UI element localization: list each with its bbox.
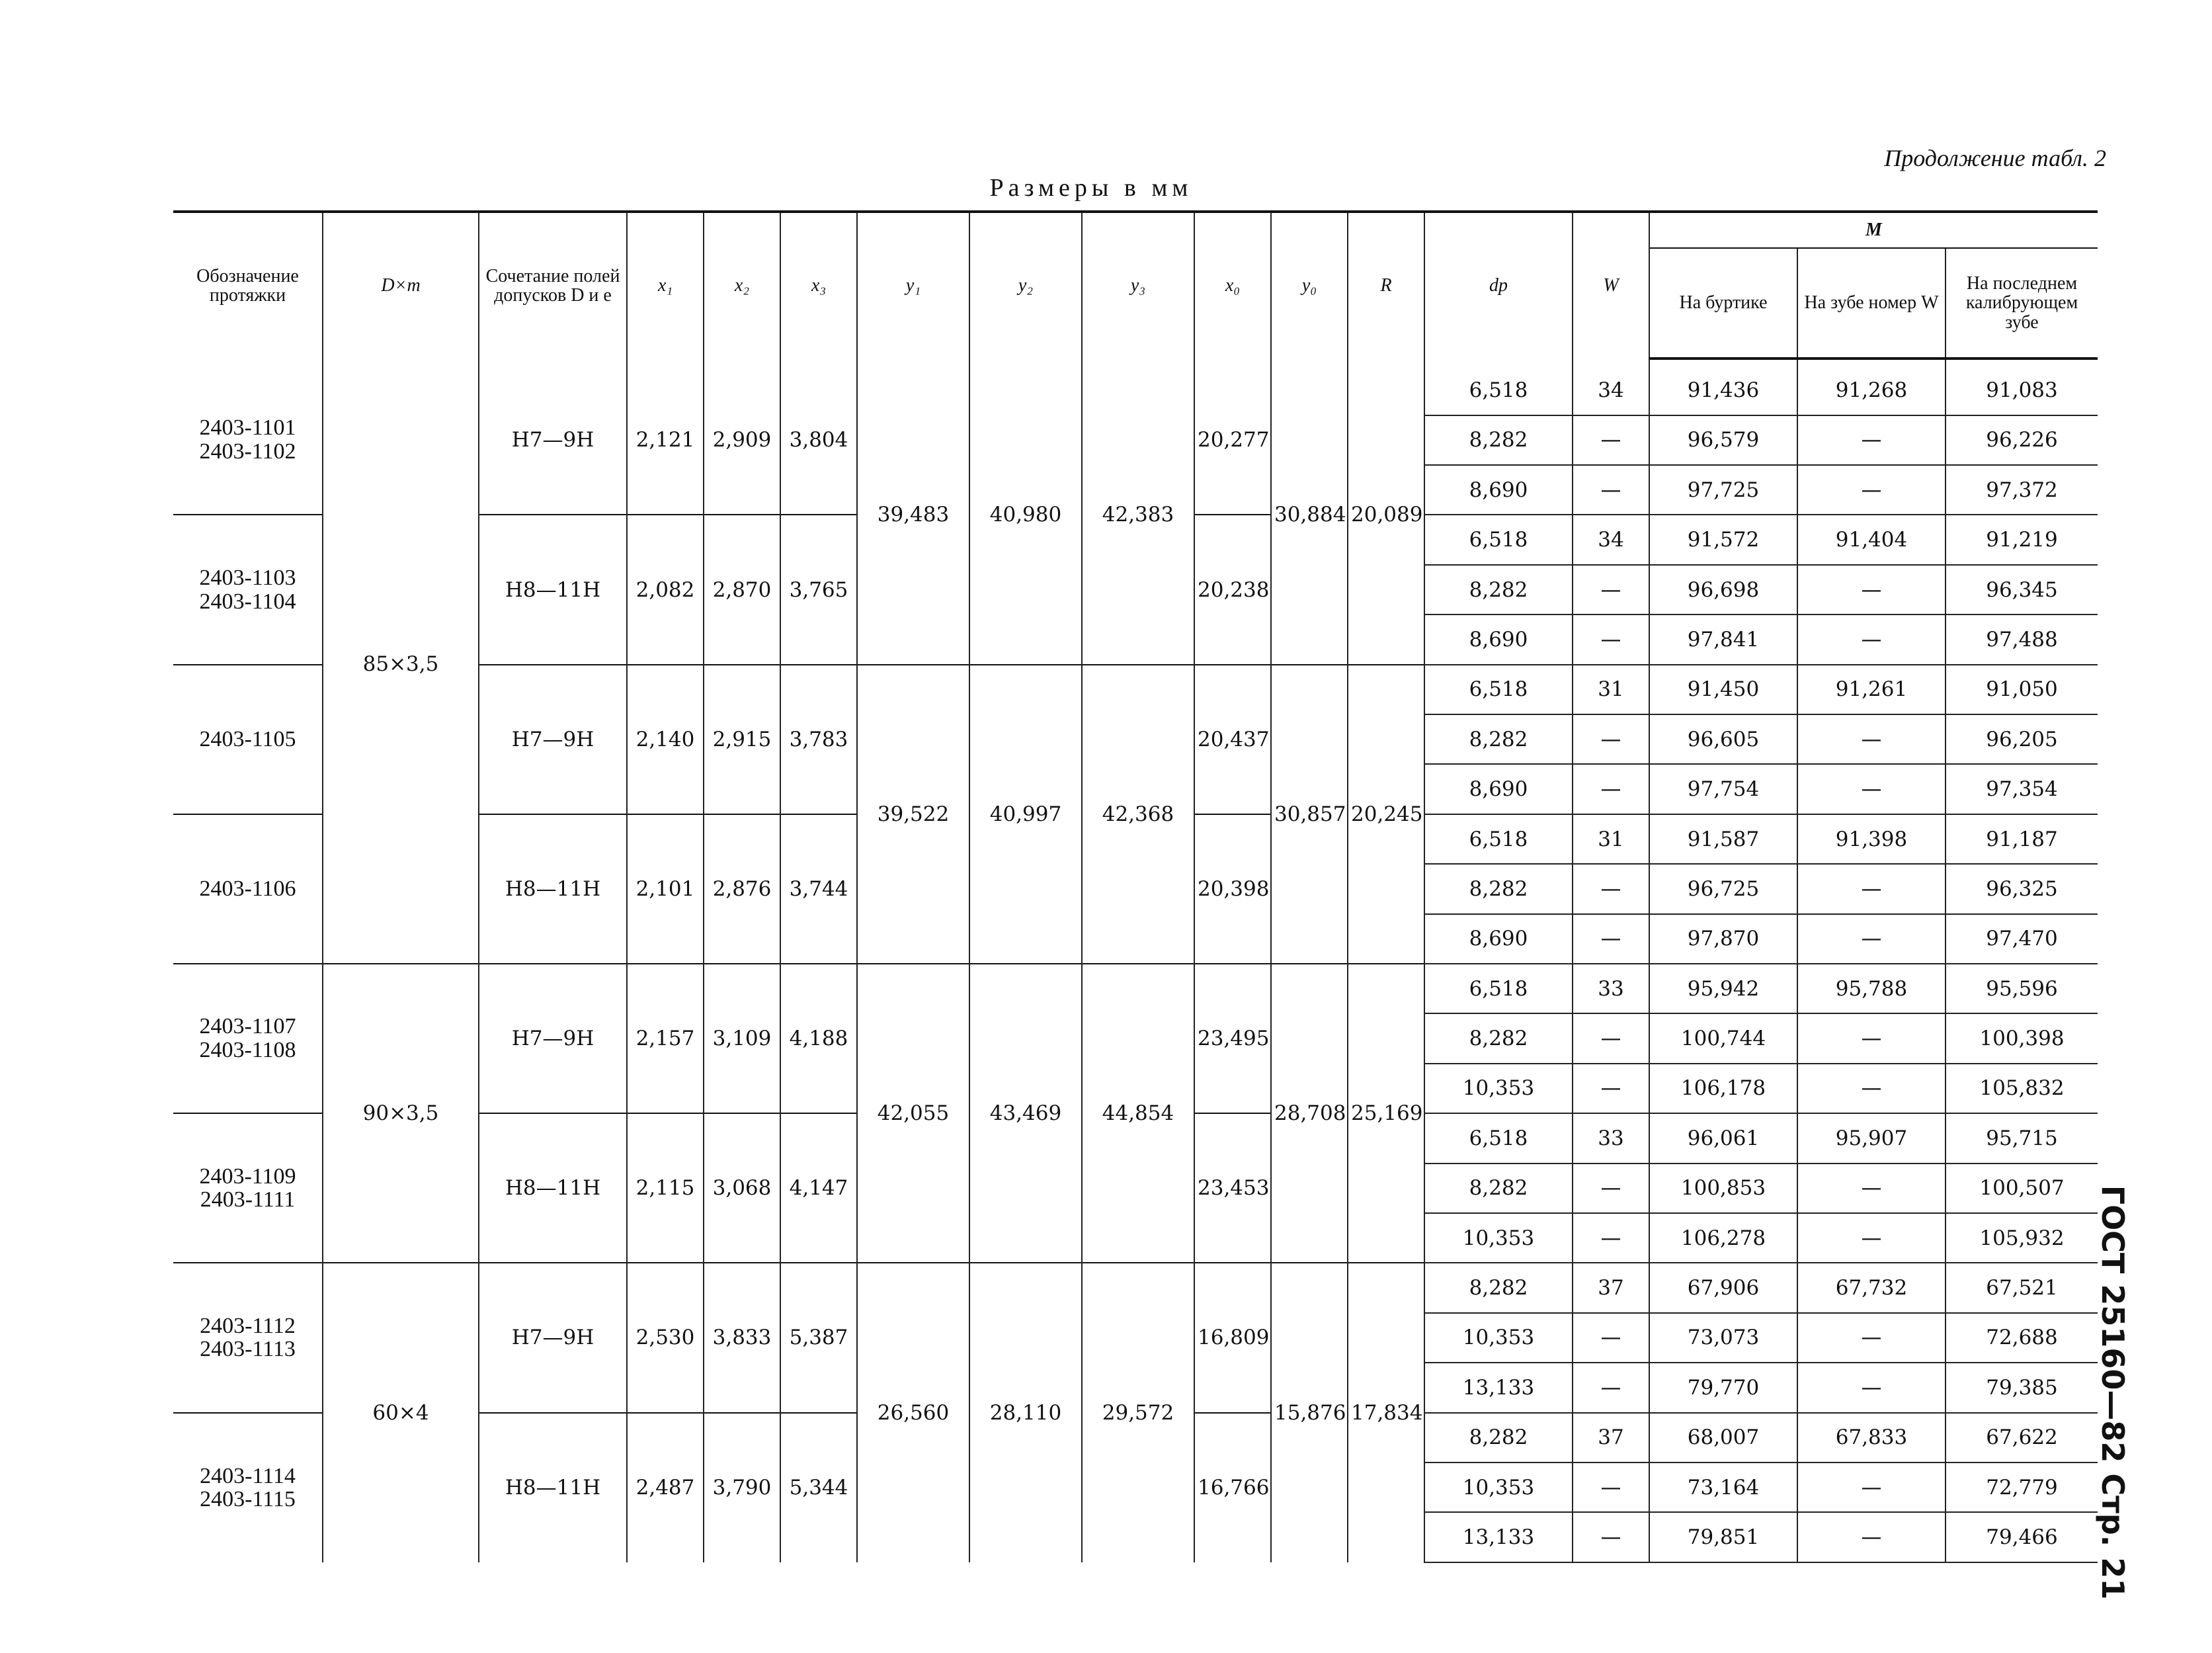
dp-cell: 8,690	[1424, 465, 1573, 515]
table-row	[173, 1263, 2098, 1312]
m-tooth-cell: 91,261	[1797, 665, 1946, 714]
header-r: R	[1348, 212, 1424, 359]
header-dxm: D×m	[323, 212, 479, 359]
header-w: W	[1573, 212, 1649, 359]
m-flange-cell: 106,178	[1649, 1064, 1797, 1113]
dp-cell: 10,353	[1424, 1313, 1573, 1363]
header-m-tooth: На зубе номер W	[1797, 248, 1946, 359]
x0-cell: 16,809	[1194, 1263, 1271, 1412]
gost-page-number: ГОСТ 25160—82 Стр. 21	[2095, 1185, 2131, 1600]
m-last-cell: 95,596	[1946, 964, 2098, 1013]
x2-cell: 2,909	[704, 365, 780, 515]
header-code: Обозначение протяжки	[173, 212, 323, 359]
dp-cell: 6,518	[1424, 1113, 1573, 1163]
dp-cell: 6,518	[1424, 365, 1573, 415]
x1-cell: 2,487	[627, 1413, 704, 1562]
x1-cell: 2,530	[627, 1263, 704, 1412]
dp-cell: 10,353	[1424, 1462, 1573, 1512]
w-cell: —	[1573, 1512, 1649, 1562]
m-tooth-cell: —	[1797, 1363, 1946, 1412]
m-tooth-cell: —	[1797, 914, 1946, 964]
m-tooth-cell: 91,404	[1797, 515, 1946, 564]
x0-cell: 16,766	[1194, 1413, 1271, 1562]
broach-code: 2403-1109 2403-1111	[173, 1113, 323, 1263]
w-cell: —	[1573, 1313, 1649, 1363]
units-note: Размеры в мм	[989, 174, 1193, 202]
broach-code: 2403-1105	[173, 665, 323, 814]
dp-cell: 6,518	[1424, 515, 1573, 564]
m-tooth-cell: 67,833	[1797, 1413, 1946, 1462]
y1-cell: 39,483	[857, 365, 969, 664]
m-tooth-cell: —	[1797, 615, 1946, 664]
x3-cell: 4,147	[780, 1113, 857, 1263]
dp-cell: 6,518	[1424, 814, 1573, 864]
w-cell: —	[1573, 1013, 1649, 1063]
m-last-cell: 91,050	[1946, 665, 2098, 714]
header-m-flange: На буртике	[1649, 248, 1797, 359]
m-tooth-cell: 95,907	[1797, 1113, 1946, 1163]
w-cell: 31	[1573, 814, 1649, 864]
x1-cell: 2,157	[627, 964, 704, 1113]
m-last-cell: 97,470	[1946, 914, 2098, 964]
broach-code: 2403-1107 2403-1108	[173, 964, 323, 1113]
dp-cell: 8,282	[1424, 1164, 1573, 1213]
y0-cell: 28,708	[1271, 964, 1348, 1263]
m-tooth-cell: 95,788	[1797, 964, 1946, 1013]
w-cell: —	[1573, 914, 1649, 964]
x3-cell: 3,783	[780, 665, 857, 814]
header-y2: y₂	[969, 212, 1082, 359]
w-cell: —	[1573, 1164, 1649, 1213]
x3-cell: 5,344	[780, 1413, 857, 1562]
broach-code: 2403-1114 2403-1115	[173, 1413, 323, 1562]
tolerance-combo: H8—11H	[479, 1113, 627, 1263]
dp-cell: 8,282	[1424, 1263, 1573, 1312]
m-flange-cell: 67,906	[1649, 1263, 1797, 1312]
m-flange-cell: 91,436	[1649, 365, 1797, 415]
dxm-cell: 90×3,5	[323, 964, 479, 1263]
y3-cell: 42,383	[1082, 365, 1194, 664]
broach-code: 2403-1112 2403-1113	[173, 1263, 323, 1412]
tolerance-combo: H7—9H	[479, 665, 627, 814]
w-cell: 34	[1573, 515, 1649, 564]
m-last-cell: 96,226	[1946, 415, 2098, 465]
m-flange-cell: 100,744	[1649, 1013, 1797, 1063]
m-tooth-cell: —	[1797, 1064, 1946, 1113]
m-last-cell: 97,354	[1946, 764, 2098, 814]
dp-cell: 8,690	[1424, 914, 1573, 964]
y2-cell: 28,110	[969, 1263, 1082, 1562]
dp-cell: 8,282	[1424, 1413, 1573, 1462]
header-x3: x₃	[780, 212, 857, 359]
w-cell: —	[1573, 1363, 1649, 1412]
m-last-cell: 97,372	[1946, 465, 2098, 515]
r-cell: 17,834	[1348, 1263, 1424, 1562]
m-tooth-cell: —	[1797, 565, 1946, 615]
m-last-cell: 79,466	[1946, 1512, 2098, 1562]
header-x2: x₂	[704, 212, 780, 359]
m-tooth-cell: —	[1797, 764, 1946, 814]
y1-cell: 26,560	[857, 1263, 969, 1562]
header-y3: y₃	[1082, 212, 1194, 359]
w-cell: 33	[1573, 1113, 1649, 1163]
x2-cell: 3,790	[704, 1413, 780, 1562]
m-tooth-cell: —	[1797, 1512, 1946, 1562]
broach-code: 2403-1106	[173, 814, 323, 964]
x0-cell: 20,437	[1194, 665, 1271, 814]
x2-cell: 3,833	[704, 1263, 780, 1412]
broach-dimensions-table	[173, 210, 2098, 1563]
dp-cell: 8,282	[1424, 565, 1573, 615]
m-flange-cell: 97,870	[1649, 914, 1797, 964]
x0-cell: 20,277	[1194, 365, 1271, 515]
w-cell: 37	[1573, 1413, 1649, 1462]
m-tooth-cell: —	[1797, 1164, 1946, 1213]
w-cell: 37	[1573, 1263, 1649, 1312]
header-m: M	[1649, 212, 2098, 248]
x3-cell: 3,765	[780, 515, 857, 664]
tolerance-combo: H8—11H	[479, 814, 627, 964]
dxm-cell: 60×4	[323, 1263, 479, 1562]
dp-cell: 13,133	[1424, 1512, 1573, 1562]
w-cell: 31	[1573, 665, 1649, 714]
m-last-cell: 96,325	[1946, 864, 2098, 913]
tolerance-combo: H7—9H	[479, 365, 627, 515]
broach-code: 2403-1103 2403-1104	[173, 515, 323, 664]
m-flange-cell: 91,572	[1649, 515, 1797, 564]
y0-cell: 30,857	[1271, 665, 1348, 964]
y1-cell: 39,522	[857, 665, 969, 964]
w-cell: 34	[1573, 365, 1649, 415]
m-flange-cell: 96,725	[1649, 864, 1797, 913]
m-flange-cell: 96,698	[1649, 565, 1797, 615]
x2-cell: 3,109	[704, 964, 780, 1113]
m-flange-cell: 73,164	[1649, 1462, 1797, 1512]
m-last-cell: 105,832	[1946, 1064, 2098, 1113]
r-cell: 20,089	[1348, 365, 1424, 664]
m-tooth-cell: —	[1797, 864, 1946, 913]
m-last-cell: 91,219	[1946, 515, 2098, 564]
m-flange-cell: 73,073	[1649, 1313, 1797, 1363]
dxm-cell: 85×3,5	[323, 365, 479, 964]
dp-cell: 10,353	[1424, 1064, 1573, 1113]
x2-cell: 2,870	[704, 515, 780, 664]
m-flange-cell: 79,851	[1649, 1512, 1797, 1562]
dp-cell: 8,690	[1424, 615, 1573, 664]
dp-cell: 6,518	[1424, 665, 1573, 714]
m-tooth-cell: 91,268	[1797, 365, 1946, 415]
m-last-cell: 96,205	[1946, 714, 2098, 764]
m-flange-cell: 95,942	[1649, 964, 1797, 1013]
m-last-cell: 67,622	[1946, 1413, 2098, 1462]
m-last-cell: 95,715	[1946, 1113, 2098, 1163]
m-last-cell: 79,385	[1946, 1363, 2098, 1412]
x2-cell: 3,068	[704, 1113, 780, 1263]
x0-cell: 23,453	[1194, 1113, 1271, 1263]
x3-cell: 4,188	[780, 964, 857, 1113]
m-flange-cell: 96,579	[1649, 415, 1797, 465]
x3-cell: 3,804	[780, 365, 857, 515]
m-flange-cell: 96,605	[1649, 714, 1797, 764]
m-flange-cell: 96,061	[1649, 1113, 1797, 1163]
x0-cell: 20,398	[1194, 814, 1271, 964]
table-row	[173, 365, 2098, 415]
m-flange-cell: 79,770	[1649, 1363, 1797, 1412]
header-x1: x₁	[627, 212, 704, 359]
m-tooth-cell: —	[1797, 1213, 1946, 1263]
x1-cell: 2,140	[627, 665, 704, 814]
m-flange-cell: 100,853	[1649, 1164, 1797, 1213]
m-last-cell: 97,488	[1946, 615, 2098, 664]
m-last-cell: 105,932	[1946, 1213, 2098, 1263]
m-last-cell: 91,083	[1946, 365, 2098, 415]
dp-cell: 8,282	[1424, 714, 1573, 764]
y3-cell: 29,572	[1082, 1263, 1194, 1562]
y3-cell: 42,368	[1082, 665, 1194, 964]
m-tooth-cell: —	[1797, 415, 1946, 465]
y2-cell: 40,980	[969, 365, 1082, 664]
dp-cell: 13,133	[1424, 1363, 1573, 1412]
tolerance-combo: H8—11H	[479, 515, 627, 664]
tolerance-combo: H7—9H	[479, 1263, 627, 1412]
m-last-cell: 100,398	[1946, 1013, 2098, 1063]
m-tooth-cell: —	[1797, 465, 1946, 515]
m-flange-cell: 97,725	[1649, 465, 1797, 515]
dp-cell: 6,518	[1424, 964, 1573, 1013]
dp-cell: 8,282	[1424, 415, 1573, 465]
m-flange-cell: 106,278	[1649, 1213, 1797, 1263]
header-dp: dp	[1424, 212, 1573, 359]
y2-cell: 43,469	[969, 964, 1082, 1263]
m-flange-cell: 97,841	[1649, 615, 1797, 664]
m-tooth-cell: 91,398	[1797, 814, 1946, 864]
x2-cell: 2,876	[704, 814, 780, 964]
header-y0: y₀	[1271, 212, 1348, 359]
w-cell: —	[1573, 864, 1649, 913]
y0-cell: 15,876	[1271, 1263, 1348, 1562]
m-flange-cell: 91,450	[1649, 665, 1797, 714]
x3-cell: 5,387	[780, 1263, 857, 1412]
table-continuation-caption: Продолжение табл. 2	[1884, 145, 2106, 171]
w-cell: —	[1573, 415, 1649, 465]
x0-cell: 20,238	[1194, 515, 1271, 664]
x3-cell: 3,744	[780, 814, 857, 964]
w-cell: —	[1573, 615, 1649, 664]
header-x0: x₀	[1194, 212, 1271, 359]
m-last-cell: 72,688	[1946, 1313, 2098, 1363]
x0-cell: 23,495	[1194, 964, 1271, 1113]
x1-cell: 2,082	[627, 515, 704, 664]
m-flange-cell: 97,754	[1649, 764, 1797, 814]
header-gap-row	[173, 359, 2098, 365]
x1-cell: 2,121	[627, 365, 704, 515]
w-cell: —	[1573, 714, 1649, 764]
r-cell: 20,245	[1348, 665, 1424, 964]
m-tooth-cell: —	[1797, 1013, 1946, 1063]
w-cell: —	[1573, 1064, 1649, 1113]
tolerance-combo: H7—9H	[479, 964, 627, 1113]
w-cell: —	[1573, 1213, 1649, 1263]
header-combo: Сочетание полей допусков D и e	[479, 212, 627, 359]
dp-cell: 8,690	[1424, 764, 1573, 814]
m-flange-cell: 91,587	[1649, 814, 1797, 864]
y1-cell: 42,055	[857, 964, 969, 1263]
tolerance-combo: H8—11H	[479, 1413, 627, 1562]
m-tooth-cell: —	[1797, 1313, 1946, 1363]
m-last-cell: 96,345	[1946, 565, 2098, 615]
header-m-last: На последнем калибрующем зубе	[1946, 248, 2098, 359]
dp-cell: 10,353	[1424, 1213, 1573, 1263]
w-cell: —	[1573, 465, 1649, 515]
broach-code: 2403-1101 2403-1102	[173, 365, 323, 515]
x2-cell: 2,915	[704, 665, 780, 814]
m-last-cell: 67,521	[1946, 1263, 2098, 1312]
y2-cell: 40,997	[969, 665, 1082, 964]
dp-cell: 8,282	[1424, 1013, 1573, 1063]
m-flange-cell: 68,007	[1649, 1413, 1797, 1462]
w-cell: —	[1573, 764, 1649, 814]
dp-cell: 8,282	[1424, 864, 1573, 913]
table-row	[173, 964, 2098, 1013]
m-last-cell: 100,507	[1946, 1164, 2098, 1213]
x1-cell: 2,115	[627, 1113, 704, 1263]
m-last-cell: 91,187	[1946, 814, 2098, 864]
w-cell: —	[1573, 565, 1649, 615]
y3-cell: 44,854	[1082, 964, 1194, 1263]
w-cell: —	[1573, 1462, 1649, 1512]
m-tooth-cell: 67,732	[1797, 1263, 1946, 1312]
r-cell: 25,169	[1348, 964, 1424, 1263]
m-tooth-cell: —	[1797, 1462, 1946, 1512]
m-last-cell: 72,779	[1946, 1462, 2098, 1512]
header-y1: y₁	[857, 212, 969, 359]
m-tooth-cell: —	[1797, 714, 1946, 764]
x1-cell: 2,101	[627, 814, 704, 964]
w-cell: 33	[1573, 964, 1649, 1013]
y0-cell: 30,884	[1271, 365, 1348, 664]
